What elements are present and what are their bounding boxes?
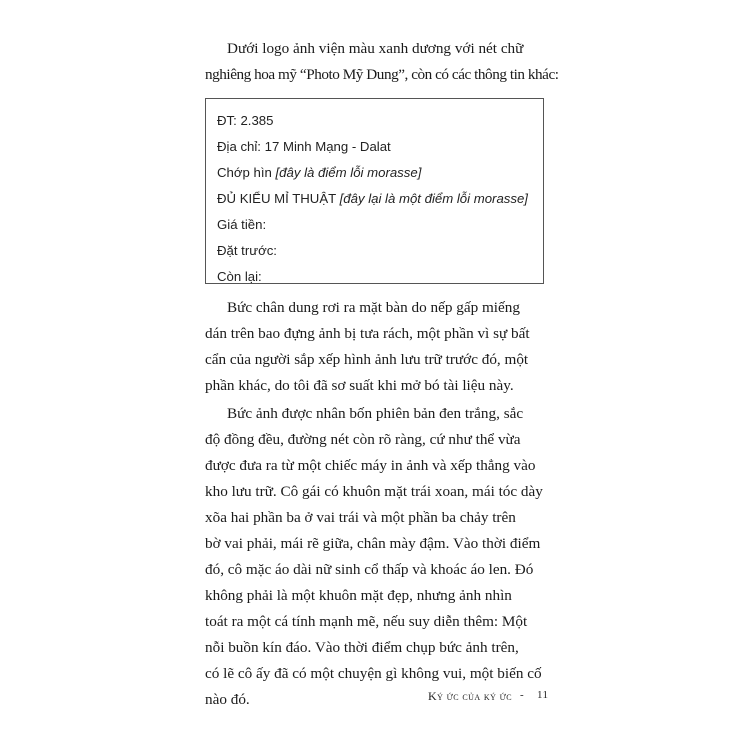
info-style-label: ĐỦ KIỂU MỈ THUẬT [217,191,340,206]
info-chop-note: [đây là điểm lỗi morasse] [275,165,422,180]
paragraph-2-line: được đưa ra từ một chiếc máy in ảnh và xếp thẳng vào [205,457,536,474]
paragraph-2-line: đó, cô mặc áo dài nữ sinh cổ thấp và khoác áo len. Đó [205,561,534,578]
paragraph-2-line: nào đó. [205,691,250,708]
intro-paragraph [205,36,563,88]
paragraph-2-line: Bức ảnh được nhân bốn phiên bản đen trắng, sắc [227,405,524,422]
paragraph-1-line: phần khác, do tôi đã sơ suất khi mở bó tài liệu này. [205,377,514,394]
info-style-note: [đây lại là một điểm lỗi morasse] [339,191,528,206]
info-style [217,186,533,212]
paragraph-2-line: bờ vai phải, mái rẽ giữa, chân mày đậm. Vào thời điểm [205,535,541,552]
paragraph-2-line: có lẽ cô ấy đã có một chuyện gì không vui, một biến cố [205,665,542,682]
paragraph-1-line: cẩn của người sắp xếp hình ảnh lưu trữ trước đó, một [205,351,529,368]
info-remaining: Còn lại: [217,269,262,284]
page-footer [0,689,750,709]
info-phone: ĐT: 2.385 [217,113,274,128]
running-title: Ký ức của ký ức [428,689,512,703]
paragraph-1 [205,295,563,399]
paragraph-2-line: toát ra một cá tính mạnh mẽ, nếu suy diễn thêm: Một [205,613,528,630]
info-address: Địa chỉ: 17 Minh Mạng - Dalat [217,139,391,154]
paragraph-2-line: không phải là một khuôn mặt đẹp, nhưng ảnh nhìn [205,587,512,604]
intro-line-1: Dưới logo ảnh viện màu xanh dương với nét chữ [227,40,524,57]
photo-info-box [205,98,544,284]
paragraph-1-line: Bức chân dung rơi ra mặt bàn do nếp gấp miếng [227,299,520,316]
info-chop [217,160,533,186]
paragraph-1-line: dán trên bao đựng ảnh bị tưa rách, một phần vì sự bất [205,325,530,342]
intro-line-2: nghiêng hoa mỹ “Photo Mỹ Dung”, còn có các thông tin khác: [205,66,559,83]
paragraph-2-line: kho lưu trữ. Cô gái có khuôn mặt trái xoan, mái tóc dày [205,483,543,500]
paragraph-2-line: xõa hai phần ba ở vai trái và một phần ba chảy trên [205,509,516,526]
paragraph-2-line: nỗi buồn kín đáo. Vào thời điểm chụp bức ảnh trên, [205,639,519,656]
footer-separator: - [520,689,525,701]
info-deposit: Đặt trước: [217,243,277,258]
paragraph-2-line: độ đồng đều, đường nét còn rõ ràng, cứ như thể vừa [205,431,521,448]
paragraph-2 [205,401,563,713]
info-chop-label: Chớp hìn [217,165,276,180]
page-number: 11 [537,689,549,701]
info-price: Giá tiền: [217,217,267,232]
